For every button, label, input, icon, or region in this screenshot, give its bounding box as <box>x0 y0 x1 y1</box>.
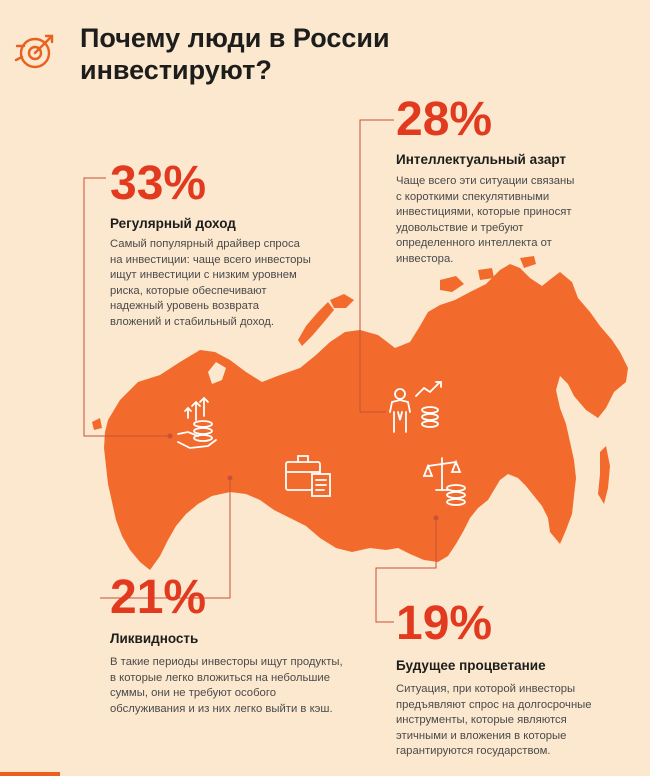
desc-liquidity: В такие периоды инвесторы ищут продукты, в которые легко вложиться на небольшие суммы, они не требуют особого обслуживания и из них легко выйти в кэш. <box>110 656 343 715</box>
bottom-accent-bar <box>0 772 60 776</box>
title-line-1: Почему люди в России <box>80 23 390 53</box>
percent-future-prosperity: 19% <box>396 597 493 650</box>
heading-liquidity: Ликвидность <box>110 631 199 646</box>
title-line-2: инвестируют? <box>80 55 272 85</box>
percent-liquidity: 21% <box>110 571 207 624</box>
desc-intellectual-excitement: Чаще всего эти ситуации связаны с короткими спекулятивными инвестициями, которые приносят удовольствие и требуют определенного интеллекта от инвестора. <box>396 175 575 265</box>
heading-intellectual-excitement: Интеллектуальный азарт <box>396 152 567 167</box>
percent-intellectual-excitement: 28% <box>396 93 493 146</box>
desc-regular-income: Самый популярный драйвер спроса на инвестиции: чаще всего инвесторы ищут инвестиции с низким уровнем риска, которые обеспечивают надежный уровень возврата вложений и стабильный доход. <box>110 238 311 328</box>
desc-future-prosperity: Ситуация, при которой инвесторы предъявляют спрос на долгосрочные инструменты, которые являются этичными и вложения в которые гарантируются государством. <box>396 683 592 757</box>
percent-regular-income: 33% <box>110 157 207 210</box>
heading-future-prosperity: Будущее процветание <box>396 658 546 673</box>
heading-regular-income: Регулярный доход <box>110 216 236 231</box>
